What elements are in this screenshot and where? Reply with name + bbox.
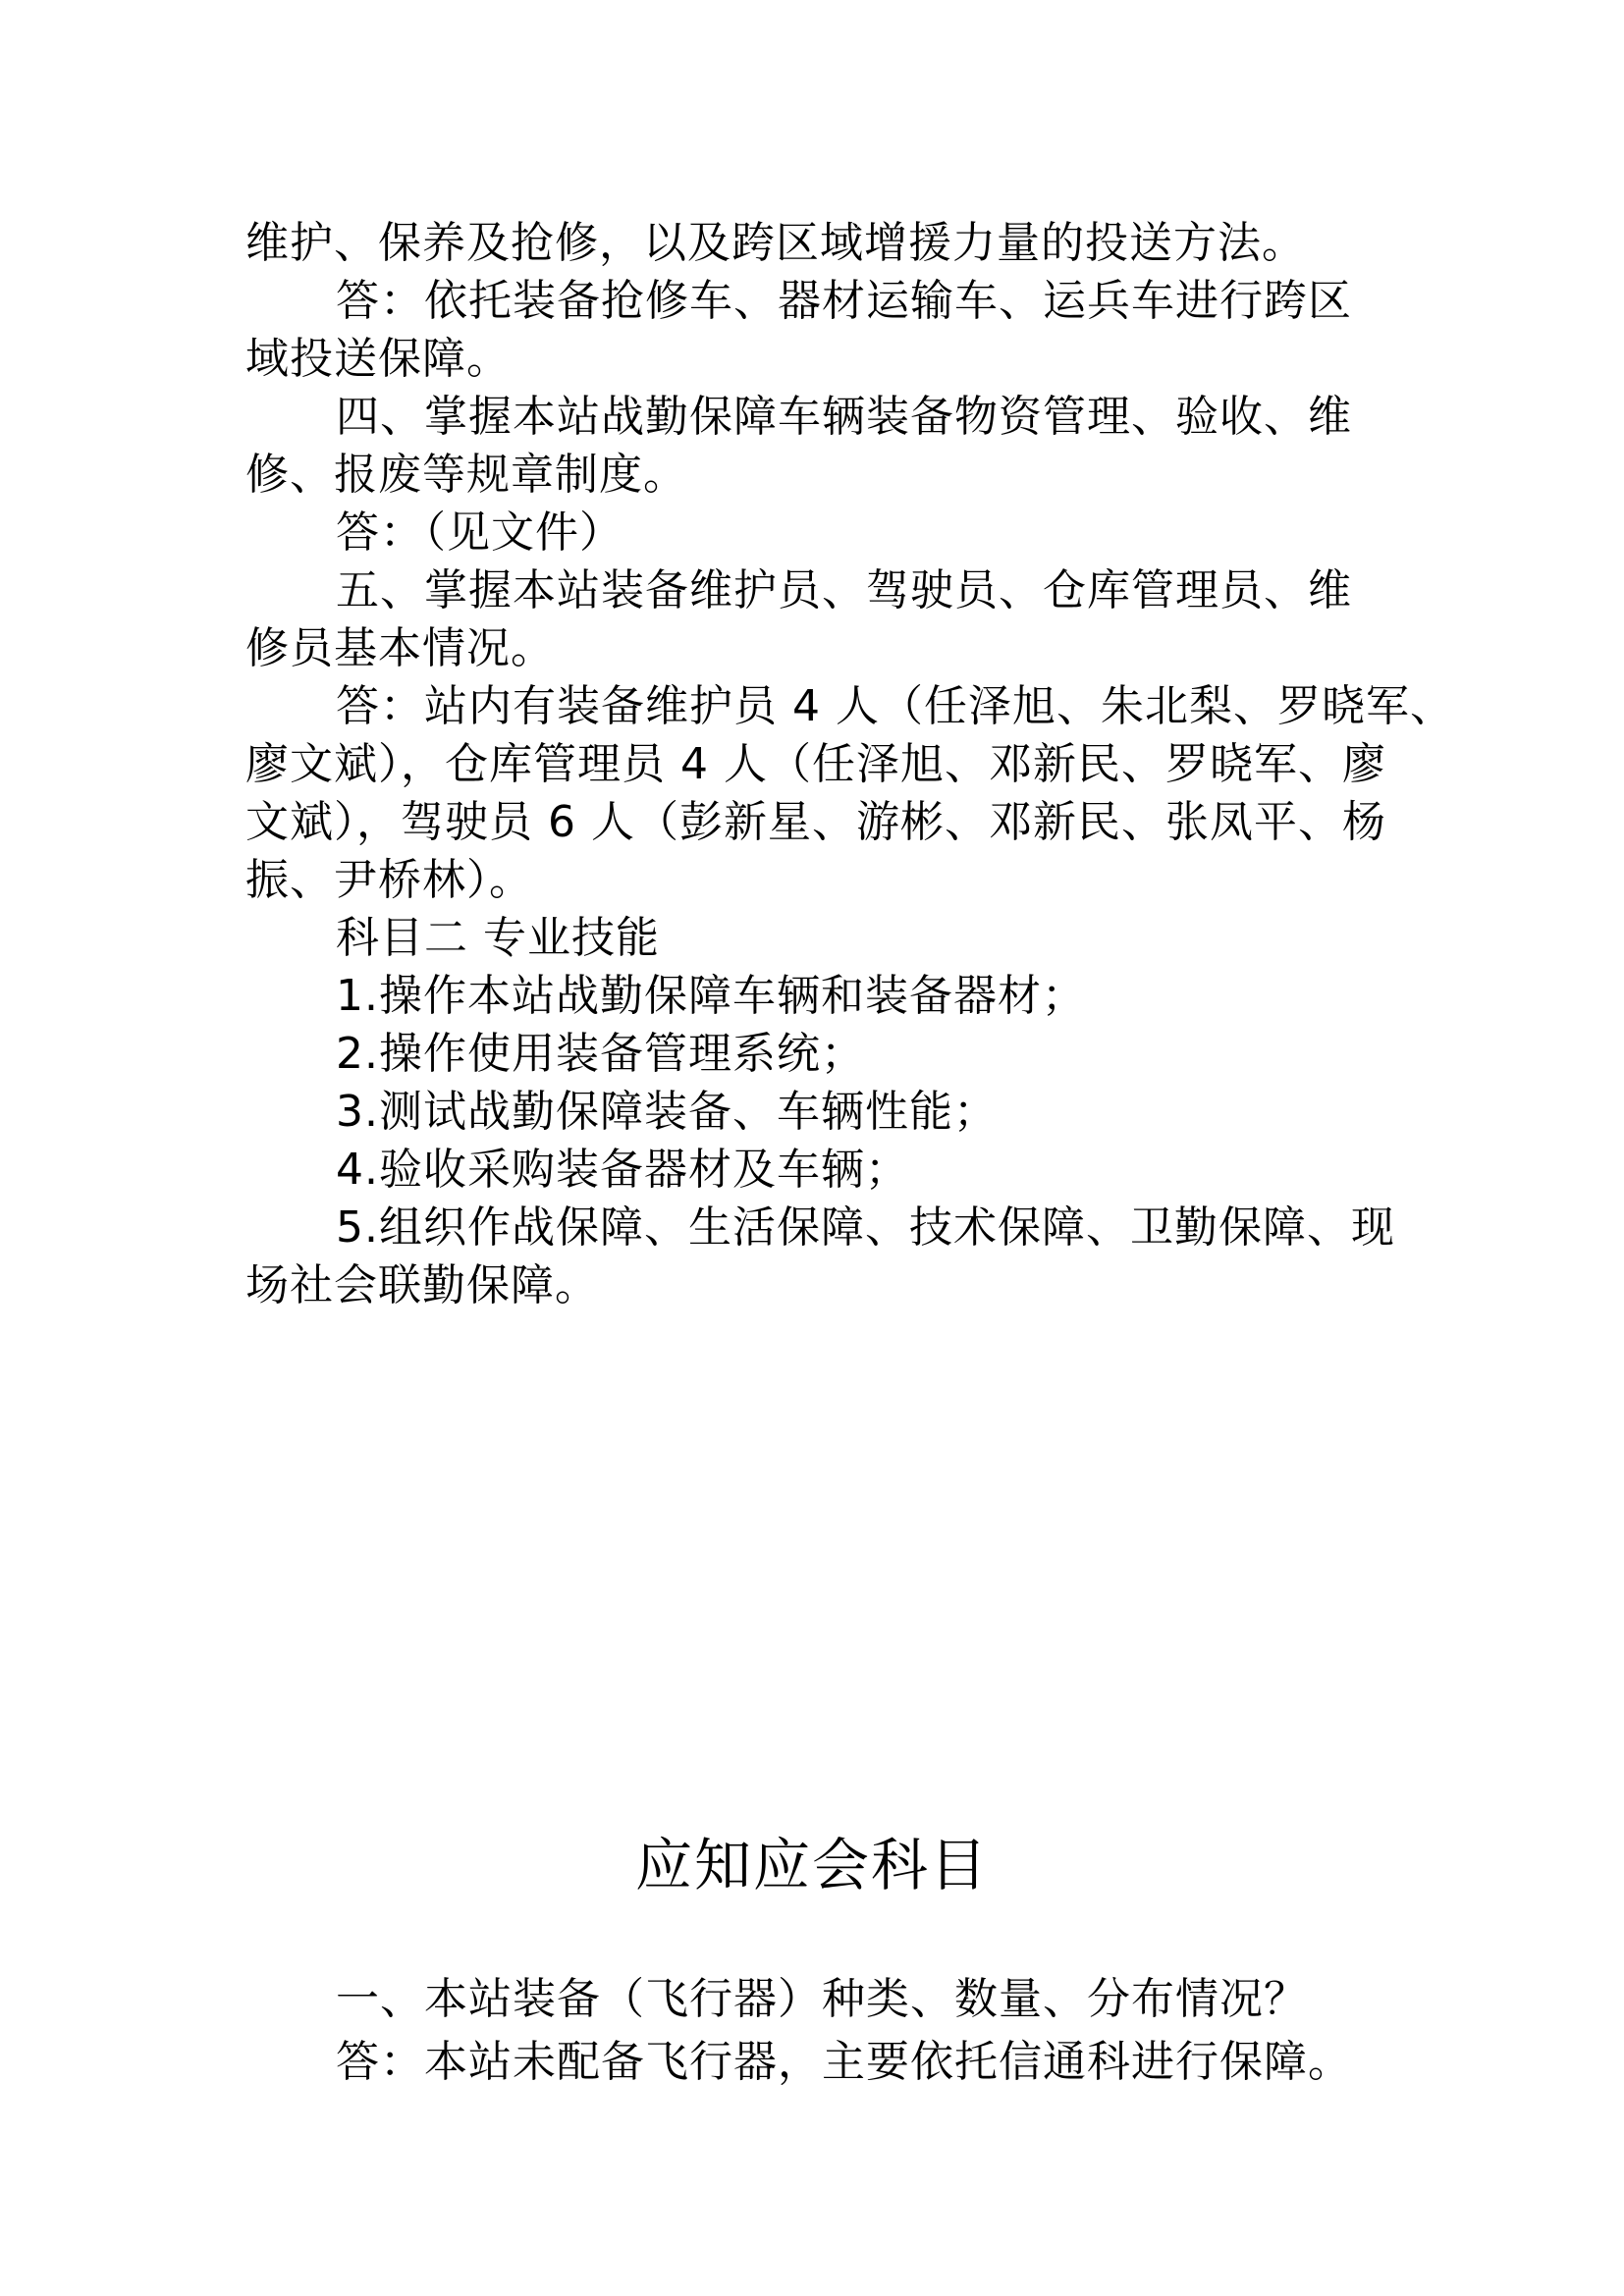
text-line-10: 廖文斌），仓库管理员 4 人（任泽旭、邓新民、罗晓军、廖 <box>245 739 1386 789</box>
text-line-7: 五、掌握本站装备维护员、驾驶员、仓库管理员、维 <box>336 565 1352 615</box>
upper-text-block <box>245 214 1454 1314</box>
qa-block <box>336 1968 1416 2094</box>
text-line-13: 科目二 专业技能 <box>336 913 660 963</box>
text-line-18: 5.组织作战保障、生活保障、技术保障、卫勤保障、现 <box>336 1202 1395 1253</box>
section-title: 应知应会科目 <box>634 1832 989 1898</box>
text-line-6: 答：（见文件） <box>336 507 623 558</box>
text-line-9: 答：站内有装备维护员 4 人（任泽旭、朱北梨、罗晓军、 <box>336 681 1454 731</box>
text-line-17: 4.验收采购装备器材及车辆； <box>336 1145 909 1195</box>
text-line-12: 振、尹桥林）。 <box>245 855 533 905</box>
text-line-14: 1.操作本站战勤保障车辆和装备器材； <box>336 971 1086 1021</box>
answer-line: 答：本站未配备飞行器，主要依托信通科进行保障。 <box>336 2037 1352 2087</box>
text-line-16: 3.测试战勤保障装备、车辆性能； <box>336 1087 998 1137</box>
text-line-19: 场社会联勤保障。 <box>245 1260 599 1310</box>
text-line-5: 修、报废等规章制度。 <box>245 450 687 500</box>
text-line-4: 四、掌握本站战勤保障车辆装备物资管理、验收、维 <box>336 392 1352 442</box>
text-line-15: 2.操作使用装备管理系统； <box>336 1029 865 1079</box>
question-line: 一、本站装备（飞行器）种类、数量、分布情况？ <box>336 1974 1308 2024</box>
text-line-3: 域投送保障。 <box>245 334 511 384</box>
text-line-8: 修员基本情况。 <box>245 623 555 673</box>
text-line-1: 维护、保养及抢修，以及跨区域增援力量的投送方法。 <box>245 218 1306 268</box>
text-line-11: 文斌），驾驶员 6 人（彭新星、游彬、邓新民、张凤平、杨 <box>245 797 1386 847</box>
text-line-2: 答：依托装备抢修车、器材运输车、运兵车进行跨区 <box>336 276 1352 326</box>
